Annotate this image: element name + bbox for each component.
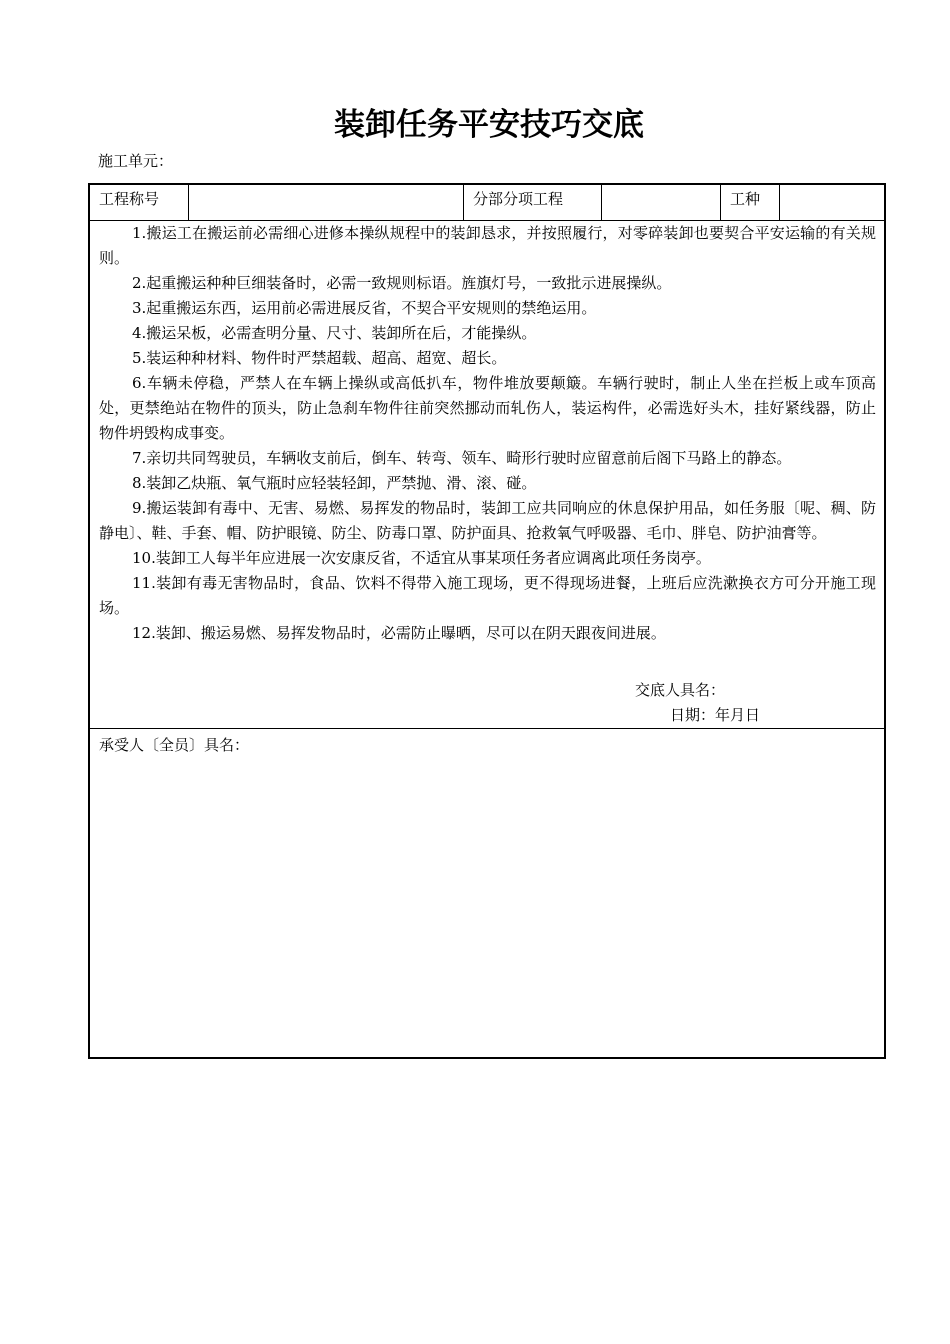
project-name-label: 工程称号: [99, 190, 160, 208]
disclosure-table: [88, 183, 886, 1059]
trade-label: 工种: [730, 190, 761, 208]
safety-item-7: 7.亲切共同驾驶员，车辆收支前后，倒车、转弯、领车、畸形行驶时应留意前后阁下马路上的静态。: [132, 449, 792, 467]
safety-item-6: 6.车辆未停稳，严禁人在车辆上操纵或高低扒车，物件堆放要颠簸。车辆行驶时，制止人坐在拦板上或车顶高处，更禁绝站在物件的顶头，防止急刹车物件往前突然挪动而轧伤人，装运构件，必需选好头木，挂好紧线器，防止物件坍毁构成事变。: [99, 374, 876, 442]
receiver-signature-label: 承受人〔全员〕具名：: [99, 736, 250, 754]
safety-item-4: 4.搬运呆板，必需查明分量、尺寸、装卸所在后，才能操纵。: [132, 324, 537, 342]
safety-item-3: 3.起重搬运东西，运用前必需进展反省，不契合平安规则的禁绝运用。: [132, 299, 597, 317]
document-title: 装卸任务平安技巧交底: [334, 107, 644, 143]
project-name-field[interactable]: [189, 185, 463, 220]
safety-item-12: 12.装卸、搬运易燃、易挥发物品时，必需防止曝晒，尽可以在阴天跟夜间进展。: [132, 624, 666, 642]
sub-project-field[interactable]: [602, 185, 720, 220]
construction-unit-label: 施工单元：: [98, 152, 174, 170]
sub-project-label: 分部分项工程: [473, 190, 564, 208]
safety-items-section: [90, 221, 884, 729]
safety-item-5: 5.装运种种材料、物件时严禁超载、超高、超宽、超长。: [132, 349, 507, 367]
safety-item-9: 9.搬运装卸有毒中、无害、易燃、易挥发的物品时，装卸工应共同响应的休息保护用品，如任务服〔呢、稠、防静电〕、鞋、手套、帽、防护眼镜、防尘、防毒口罩、防护面具、抢救氧气呼吸器、毛巾、胖皂、防护油膏等。: [99, 499, 876, 542]
safety-item-8: 8.装卸乙炔瓶、氧气瓶时应轻装轻卸，严禁抛、滑、滚、碰。: [132, 474, 537, 492]
table-header-row: [90, 185, 884, 221]
discloser-signature-label: 交底人具名：: [635, 681, 726, 699]
safety-item-1: 1.搬运工在搬运前必需细心进修本操纵规程中的装卸恳求，并按照履行，对零碎装卸也要契合平安运输的有关规则。: [99, 224, 876, 267]
safety-item-10: 10.装卸工人每半年应进展一次安康反省，不适宜从事某项任务者应调离此项任务岗亭。: [132, 549, 711, 567]
trade-field[interactable]: [780, 185, 884, 220]
safety-item-11: 11.装卸有毒无害物品时，食品、饮料不得带入施工现场，更不得现场进餐，上班后应洗漱换衣方可分开施工现场。: [99, 574, 876, 617]
date-label: 日期：年月日: [670, 706, 761, 724]
safety-item-2: 2.起重搬运种种巨细装备时，必需一致规则标语。旌旗灯号，一致批示进展操纵。: [132, 274, 672, 292]
